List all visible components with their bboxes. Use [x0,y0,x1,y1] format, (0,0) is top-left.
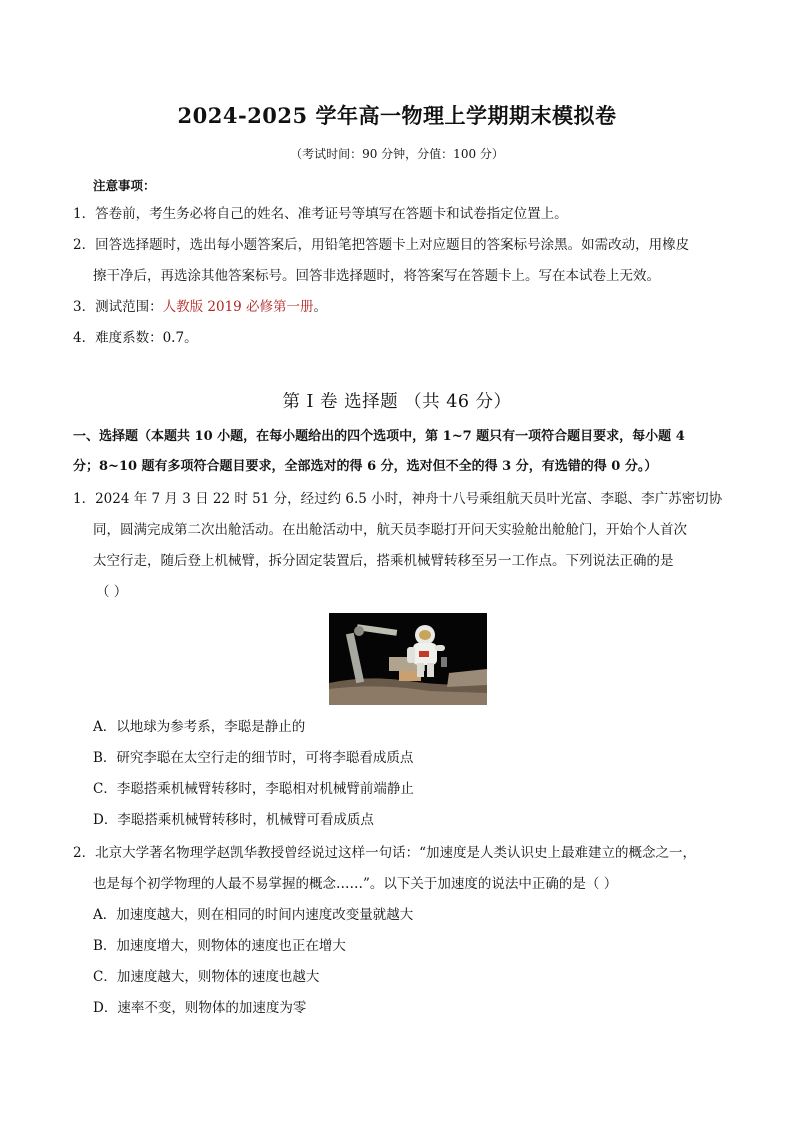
question-number: 2． [73,845,96,861]
exam-info: （考试时间：90 分钟，分值：100 分） [290,147,504,161]
question-1-option-a: A．以地球为参考系，李聪是静止的 [93,719,306,735]
astronaut-illustration [329,613,487,705]
test-scope-highlight: 人教版 2019 必修第一册 [162,299,314,315]
question-1-option-b: B．研究李聪在太空行走的细节时，可将李聪看成质点 [93,750,414,766]
notice-item-4 [73,329,198,347]
notice-item-2 [73,236,689,254]
section-instruction-line-1: 一、选择题（本题共 10 小题，在每小题给出的四个选项中，第 1~7 题只有一项符合题目要求，每小题 4 [73,429,685,444]
notice-text: 难度系数：0.7。 [95,330,198,346]
notice-item-2-cont: 擦干净后，再选涂其他答案标号。回答非选择题时，将答案写在答题卡上。写在本试卷上无效。 [93,268,660,284]
notice-item-3 [73,298,327,316]
question-1-line-2: 同，圆满完成第二次出舱活动。在出舱活动中，航天员李聪打开问天实验舱出舱舱门，开始个人首次 [93,522,687,538]
question-2-option-a: A．加速度越大，则在相同的时间内速度改变量就越大 [93,907,414,923]
notice-text: 测试范围： [95,299,163,315]
question-text: 2024 年 7 月 3 日 22 时 51 分，经过约 6.5 小时，神舟十八号乘组航天员叶光富、李聪、李广苏密切协 [95,491,723,507]
question-1-line-1 [73,490,722,508]
question-1-option-c: C．李聪搭乘机械臂转移时，李聪相对机械臂前端静止 [93,781,414,797]
question-2-line-1 [73,844,696,862]
section-instruction-line-2: 分；8~10 题有多项符合题目要求，全部选对的得 6 分，选对但不全的得 3 分，有选错的得 0 分。） [73,459,658,474]
notice-heading: 注意事项： [93,178,156,193]
notice-text: 答卷前，考生务必将自己的姓名、准考证号等填写在答题卡和试卷指定位置上。 [95,206,568,222]
notice-number: 2． [73,237,96,253]
question-1-option-d: D．李聪搭乘机械臂转移时，机械臂可看成质点 [93,812,374,828]
question-2-option-b: B．加速度增大，则物体的速度也正在增大 [93,938,346,954]
question-1-blank: （ ） [96,584,128,600]
question-2-option-c: C．加速度越大，则物体的速度也越大 [93,969,320,985]
question-text: 北京大学著名物理学赵凯华教授曾经说过这样一句话：“加速度是人类认识史上最难建立的概念之一， [95,845,696,861]
section-title: 第 I 卷 选择题 （共 46 分） [282,392,512,412]
notice-text: 。 [313,299,328,315]
astronaut-photo [329,613,487,705]
question-2-option-d: D．速率不变，则物体的加速度为零 [93,1000,307,1016]
notice-number: 3． [73,299,96,315]
notice-number: 4． [73,330,96,346]
question-1-line-3: 太空行走，随后登上机械臂，拆分固定装置后，搭乘机械臂转移至另一工作点。下列说法正确的是 [93,553,674,569]
notice-number: 1． [73,206,96,222]
question-number: 1． [73,491,96,507]
question-2-line-2: 也是每个初学物理的人最不易掌握的概念……”。以下关于加速度的说法中正确的是（ ） [93,876,618,892]
page-title: 2024-2025 学年高一物理上学期期末模拟卷 [177,103,617,128]
notice-text: 回答选择题时，选出每小题答案后，用铅笔把答题卡上对应题目的答案标号涂黑。如需改动，用橡皮 [95,237,690,253]
notice-item-1 [73,205,568,223]
